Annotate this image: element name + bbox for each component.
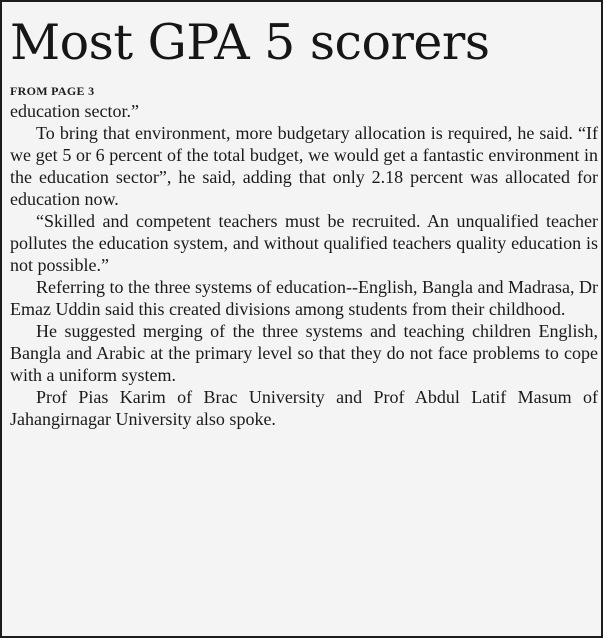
continuation-label: FROM PAGE 3 [10,84,95,98]
paragraph: “Skilled and competent teachers must be recruited. An unqualified teacher pollutes the education system, and without qualified teachers quality education is not possible.” [10,211,598,275]
headline: Most GPA 5 scorers [10,14,490,71]
paragraph: To bring that environment, more budgetary allocation is required, he said. “If we get 5 or 6 percent of the total budget, we would get a fantastic environment in the education sector”, he said, adding that only 2.18 percent was allocated for education now. [10,123,598,209]
paragraph: He suggested merging of the three systems and teaching children English, Bangla and Arabic at the primary level so that they do not face problems to cope with a uniform system. [10,321,598,385]
paragraph: Referring to the three systems of education--English, Bangla and Madrasa, Dr Emaz Uddin said this created divisions among students from their childhood. [10,277,598,319]
paragraph: education sector.” [10,101,139,121]
article-body [10,100,598,430]
paragraph: Prof Pias Karim of Brac University and Prof Abdul Latif Masum of Jahangirnagar University also spoke. [10,387,598,429]
